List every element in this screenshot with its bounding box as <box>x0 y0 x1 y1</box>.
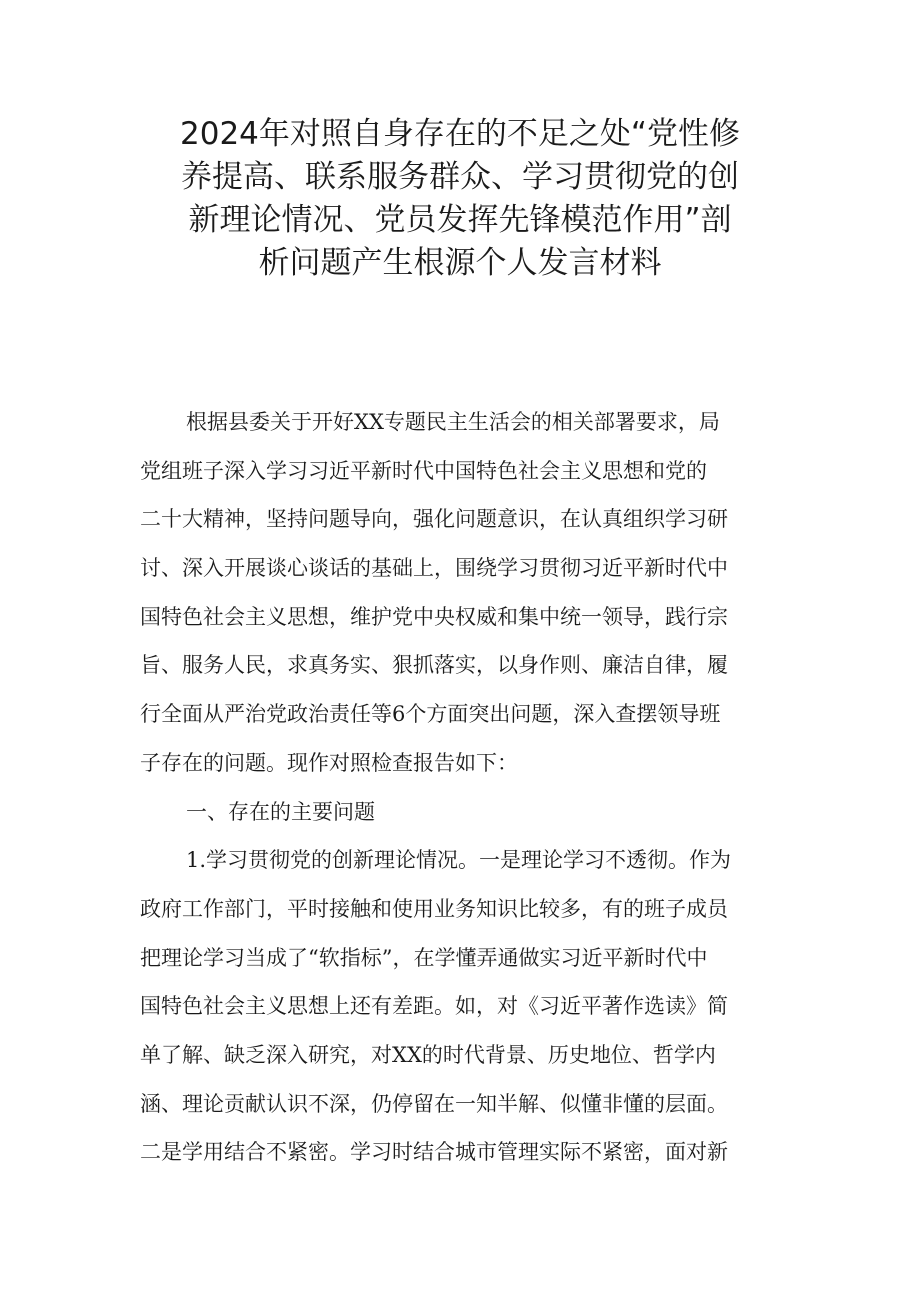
title-line: 析问题产生根源个人发言材料 <box>258 245 662 281</box>
paragraph-line: 党组班子深入学习习近平新时代中国特色社会主义思想和党的 <box>140 458 707 483</box>
paragraph-line: 讨、深入开展谈心谈话的基础上，围绕学习贯彻习近平新时代中 <box>140 556 728 581</box>
paragraph-line: 国特色社会主义思想，维护党中央权威和集中统一领导，践行宗 <box>140 604 728 629</box>
paragraph-line: 把理论学习当成了“软指标”，在学懂弄通做实习近平新时代中 <box>140 945 708 970</box>
paragraph-line: 单了解、缺乏深入研究，对XX的时代背景、历史地位、哲学内 <box>140 1042 716 1067</box>
title-line: 新理论情况、党员发挥先锋模范作用”剖 <box>188 202 732 238</box>
paragraph-line: 1.学习贯彻党的创新理论情况。一是理论学习不透彻。作为 <box>186 848 732 873</box>
paragraph-line: 政府工作部门，平时接触和使用业务知识比较多，有的班子成员 <box>140 896 728 921</box>
document-title <box>140 113 780 285</box>
section-heading: 一、存在的主要问题 <box>186 799 375 824</box>
paragraph-line: 根据县委关于开好XX专题民主生活会的相关部署要求，局 <box>186 410 720 434</box>
paragraph-line: 涵、理论贡献认识不深，仍停留在一知半解、似懂非懂的层面。 <box>140 1091 728 1116</box>
paragraph-line: 旨、服务人民，求真务实、狠抓落实，以身作则、廉洁自律，履 <box>140 653 728 678</box>
paragraph-line: 行全面从严治党政治责任等6个方面突出问题，深入查摆领导班 <box>140 702 721 727</box>
paragraph-line: 二是学用结合不紧密。学习时结合城市管理实际不紧密，面对新 <box>140 1140 728 1165</box>
document-body <box>140 398 785 1177</box>
title-line: 养提高、联系服务群众、学习贯彻党的创 <box>181 159 739 195</box>
paragraph-line: 国特色社会主义思想上还有差距。如，对《习近平著作选读》简 <box>140 994 728 1019</box>
title-line: 2024年对照自身存在的不足之处“党性修 <box>180 116 740 152</box>
paragraph-line: 二十大精神，坚持问题导向，强化问题意识，在认真组织学习研 <box>140 507 728 532</box>
paragraph-line: 子存在的问题。现作对照检查报告如下： <box>140 750 518 775</box>
